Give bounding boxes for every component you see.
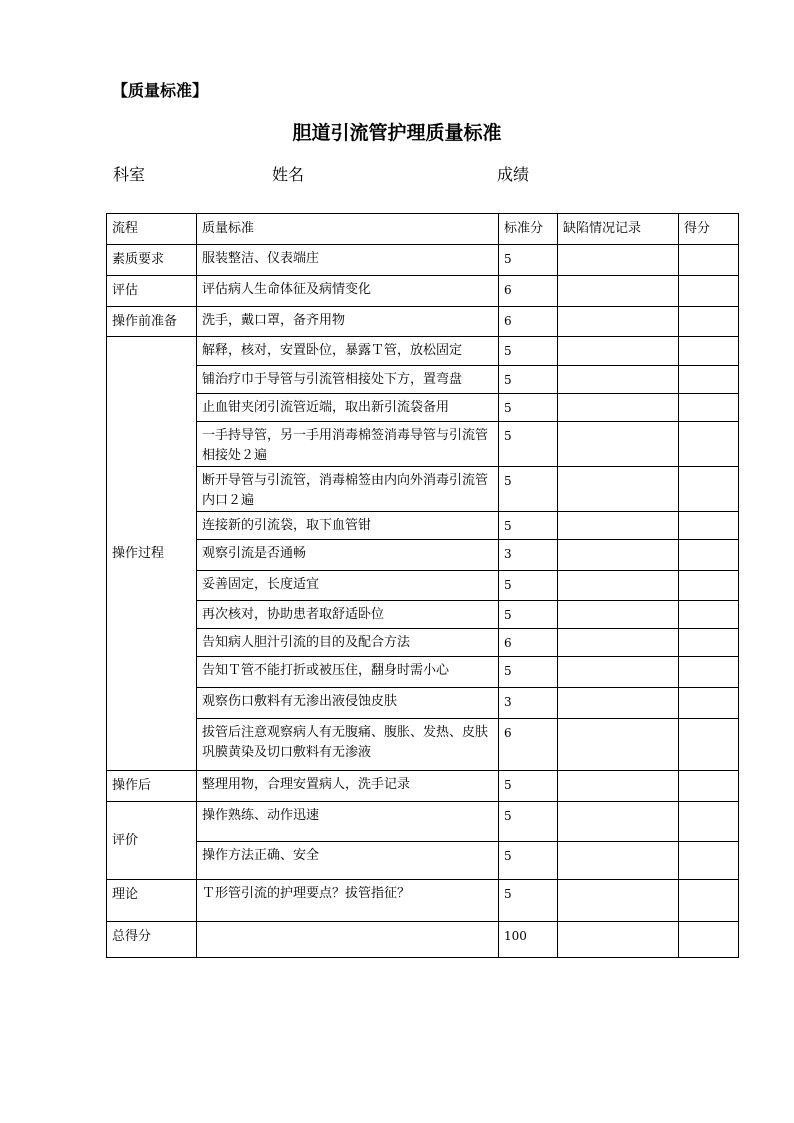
- standard-score-cell: 3: [499, 688, 558, 719]
- table-row: [107, 842, 739, 880]
- defect-record-cell[interactable]: [558, 571, 679, 601]
- score-cell[interactable]: [679, 540, 739, 571]
- defect-record-cell[interactable]: [558, 629, 679, 657]
- table-row: [107, 719, 739, 771]
- standard-score-cell: 5: [499, 771, 558, 802]
- standard-score-cell: 3: [499, 540, 558, 571]
- item-cell: 断开导管与引流管，消毒棉签由内向外消毒引流管内口２遍: [197, 467, 499, 512]
- defect-record-cell[interactable]: [558, 719, 679, 771]
- defect-record-cell[interactable]: [558, 771, 679, 802]
- table-row: [107, 629, 739, 657]
- score-label: 成绩: [497, 165, 530, 184]
- table-row: [107, 540, 739, 571]
- table-header-row: [107, 214, 739, 245]
- table-row: [107, 802, 739, 842]
- table-row: [107, 366, 739, 394]
- table-row: [107, 880, 739, 922]
- standard-score-cell: 5: [499, 571, 558, 601]
- score-cell[interactable]: [679, 245, 739, 276]
- header-quality-standard: 质量标准: [197, 214, 499, 245]
- process-cell: 操作过程: [107, 337, 197, 771]
- item-cell: 解释，核对，安置卧位，暴露Ｔ管，放松固定: [197, 337, 499, 366]
- process-cell: 操作前准备: [107, 307, 197, 337]
- score-cell[interactable]: [679, 880, 739, 922]
- name-label: 姓名: [272, 165, 305, 184]
- process-cell: 理论: [107, 880, 197, 922]
- standard-score-cell: 5: [499, 337, 558, 366]
- defect-record-cell[interactable]: [558, 307, 679, 337]
- item-cell: 告知病人胆汁引流的目的及配合方法: [197, 629, 499, 657]
- score-cell[interactable]: [679, 366, 739, 394]
- process-cell: 素质要求: [107, 245, 197, 276]
- table-row: [107, 422, 739, 467]
- standard-score-cell: 5: [499, 245, 558, 276]
- section-label: 【质量标准】: [112, 81, 209, 100]
- table-row: [107, 601, 739, 629]
- standard-score-cell: 5: [499, 422, 558, 467]
- total-row: [107, 922, 739, 958]
- defect-record-cell[interactable]: [558, 467, 679, 512]
- process-cell: 评估: [107, 276, 197, 307]
- score-cell[interactable]: [679, 337, 739, 366]
- score-cell[interactable]: [679, 276, 739, 307]
- item-cell: [197, 922, 499, 958]
- header-score: 得分: [679, 214, 739, 245]
- total-label-cell: 总得分: [107, 922, 197, 958]
- score-cell[interactable]: [679, 512, 739, 540]
- item-cell: 整理用物，合理安置病人，洗手记录: [197, 771, 499, 802]
- grading-table: [106, 213, 739, 958]
- defect-record-cell[interactable]: [558, 688, 679, 719]
- total-score-cell[interactable]: [679, 922, 739, 958]
- score-cell[interactable]: [679, 467, 739, 512]
- item-cell: 一手持导管，另一手用消毒棉签消毒导管与引流管相接处２遍: [197, 422, 499, 467]
- table-row: [107, 307, 739, 337]
- defect-record-cell[interactable]: [558, 657, 679, 688]
- score-cell[interactable]: [679, 394, 739, 422]
- process-cell: 操作后: [107, 771, 197, 802]
- table-row: [107, 657, 739, 688]
- item-cell: 评估病人生命体征及病情变化: [197, 276, 499, 307]
- standard-score-cell: 6: [499, 629, 558, 657]
- item-cell: 观察伤口敷料有无渗出液侵蚀皮肤: [197, 688, 499, 719]
- standard-score-cell: 6: [499, 276, 558, 307]
- score-cell[interactable]: [679, 657, 739, 688]
- standard-score-cell: 5: [499, 512, 558, 540]
- defect-record-cell[interactable]: [558, 276, 679, 307]
- defect-record-cell[interactable]: [558, 601, 679, 629]
- item-cell: 再次核对，协助患者取舒适卧位: [197, 601, 499, 629]
- score-cell[interactable]: [679, 802, 739, 842]
- defect-record-cell[interactable]: [558, 366, 679, 394]
- header-standard-score: 标准分: [499, 214, 558, 245]
- score-cell[interactable]: [679, 842, 739, 880]
- item-cell: 操作熟练、动作迅速: [197, 802, 499, 842]
- score-cell[interactable]: [679, 688, 739, 719]
- standard-score-cell: 6: [499, 719, 558, 771]
- defect-record-cell[interactable]: [558, 422, 679, 467]
- dept-label: 科室: [113, 165, 146, 184]
- defect-record-cell[interactable]: [558, 922, 679, 958]
- standard-score-cell: 5: [499, 467, 558, 512]
- score-cell[interactable]: [679, 307, 739, 337]
- table-row: [107, 571, 739, 601]
- item-cell: 铺治疗巾于导管与引流管相接处下方，置弯盘: [197, 366, 499, 394]
- defect-record-cell[interactable]: [558, 802, 679, 842]
- item-cell: 告知Ｔ管不能打折或被压住，翻身时需小心: [197, 657, 499, 688]
- score-cell[interactable]: [679, 601, 739, 629]
- item-cell: 观察引流是否通畅: [197, 540, 499, 571]
- score-cell[interactable]: [679, 771, 739, 802]
- item-cell: 连接新的引流袋，取下血管钳: [197, 512, 499, 540]
- header-defect-record: 缺陷情况记录: [558, 214, 679, 245]
- document-title: 胆道引流管护理质量标准: [292, 122, 502, 144]
- defect-record-cell[interactable]: [558, 245, 679, 276]
- table-row: [107, 276, 739, 307]
- item-cell: 服装整洁、仪表端庄: [197, 245, 499, 276]
- item-cell: 拔管后注意观察病人有无腹痛、腹胀、发热、皮肤巩膜黄染及切口敷料有无渗液: [197, 719, 499, 771]
- standard-score-cell: 5: [499, 842, 558, 880]
- standard-score-cell: 5: [499, 657, 558, 688]
- item-cell: 止血钳夹闭引流管近端，取出新引流袋备用: [197, 394, 499, 422]
- table-row: [107, 771, 739, 802]
- score-cell[interactable]: [679, 422, 739, 467]
- table-row: [107, 337, 739, 366]
- defect-record-cell[interactable]: [558, 512, 679, 540]
- defect-record-cell[interactable]: [558, 880, 679, 922]
- table-row: [107, 245, 739, 276]
- standard-score-cell: 5: [499, 802, 558, 842]
- standard-score-cell: 5: [499, 394, 558, 422]
- score-cell[interactable]: [679, 719, 739, 771]
- standard-score-cell: 6: [499, 307, 558, 337]
- standard-score-cell: 5: [499, 366, 558, 394]
- standard-score-cell: 5: [499, 601, 558, 629]
- defect-record-cell[interactable]: [558, 394, 679, 422]
- score-cell[interactable]: [679, 629, 739, 657]
- standard-score-cell: 5: [499, 880, 558, 922]
- table-row: [107, 394, 739, 422]
- item-cell: Ｔ形管引流的护理要点？拔管指征？: [197, 880, 499, 922]
- defect-record-cell[interactable]: [558, 337, 679, 366]
- item-cell: 妥善固定，长度适宜: [197, 571, 499, 601]
- process-cell: 评价: [107, 802, 197, 880]
- defect-record-cell[interactable]: [558, 842, 679, 880]
- total-standard-score-cell: 100: [499, 922, 558, 958]
- defect-record-cell[interactable]: [558, 540, 679, 571]
- table-row: [107, 512, 739, 540]
- item-cell: 洗手，戴口罩，备齐用物: [197, 307, 499, 337]
- table-row: [107, 688, 739, 719]
- header-process: 流程: [107, 214, 197, 245]
- table-row: [107, 467, 739, 512]
- item-cell: 操作方法正确、安全: [197, 842, 499, 880]
- score-cell[interactable]: [679, 571, 739, 601]
